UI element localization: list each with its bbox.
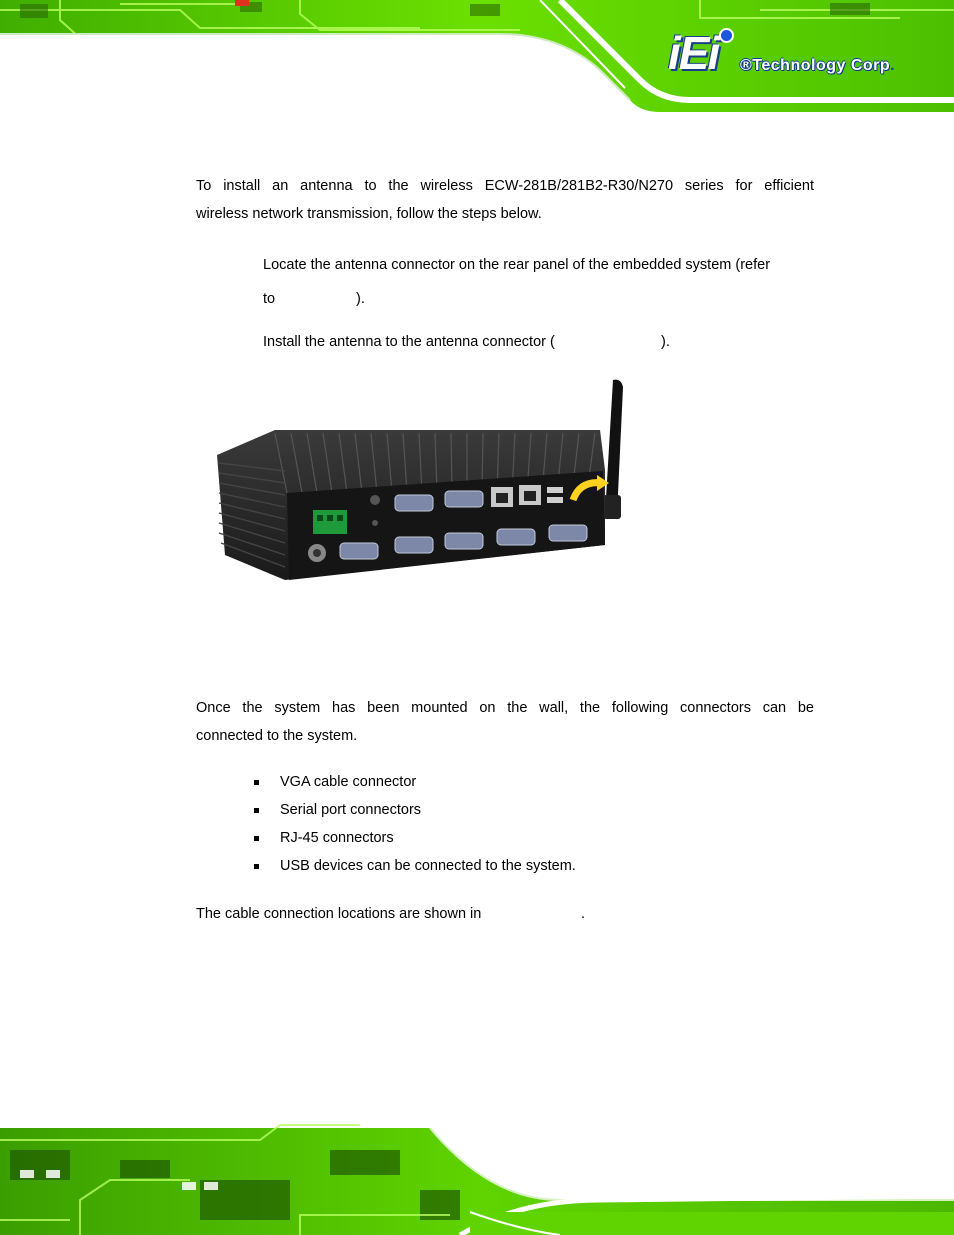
step-1-line-2-b: ). <box>356 291 365 307</box>
closing-a: The cable connection locations are shown in <box>196 906 482 922</box>
embedded-system-antenna-image <box>205 375 645 590</box>
list-item: Serial port connectors <box>280 802 422 818</box>
intro-line-2: wireless network transmission, follow the steps below. <box>196 206 542 222</box>
intro-line-1: To install an antenna to the wireless ECW-281B/281B2-R30/N270 series for efficient <box>196 178 814 194</box>
para-2-line-1: Once the system has been mounted on the wall, the following connectors can be <box>196 700 814 716</box>
logo-dot-icon <box>719 28 734 43</box>
logo-mark: iEi <box>668 27 719 79</box>
step-1-line-1: Locate the antenna connector on the rear panel of the embedded system (refer <box>263 257 771 273</box>
step-1-line-2-a: to <box>263 291 276 307</box>
bullet-icon <box>254 836 259 841</box>
logo-text: ®Technology Corp. <box>740 57 896 74</box>
list-item: USB devices can be connected to the system. <box>280 858 576 874</box>
para-2-line-2: connected to the system. <box>196 728 358 744</box>
list-item: RJ-45 connectors <box>280 830 394 846</box>
step-2-a: Install the antenna to the antenna connector ( <box>263 334 555 350</box>
list-item: VGA cable connector <box>280 774 417 790</box>
bullet-icon <box>254 780 259 785</box>
company-logo <box>668 26 938 86</box>
step-2-b: ). <box>661 334 670 350</box>
bullet-icon <box>254 808 259 813</box>
bullet-icon <box>254 864 259 869</box>
closing-b: . <box>581 906 586 922</box>
footer-banner <box>0 1120 954 1235</box>
